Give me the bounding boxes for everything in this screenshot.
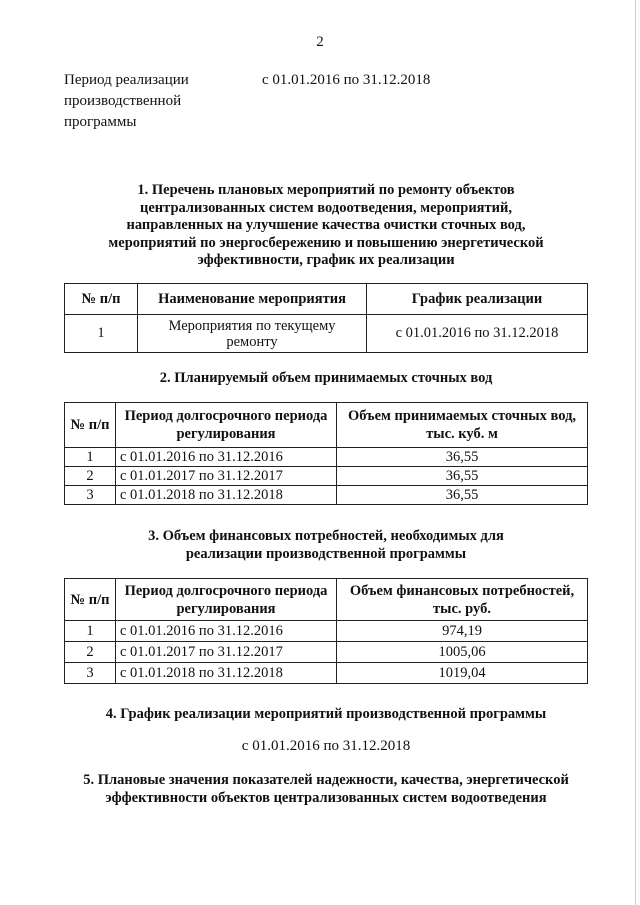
cell-finance: 1005,06 xyxy=(337,642,588,663)
period-label xyxy=(64,70,224,133)
cell-finance: 974,19 xyxy=(337,621,588,642)
section2-table xyxy=(64,402,588,505)
section1-title-line: эффективности, график их реализации xyxy=(197,252,455,268)
cell-period: с 01.01.2018 по 31.12.2018 xyxy=(116,663,337,684)
cell-number: 2 xyxy=(65,467,116,486)
section4-title: 4. График реализации мероприятий производственной программы xyxy=(105,706,547,722)
table-row xyxy=(65,315,588,353)
table-row xyxy=(65,663,588,684)
cell-number: 3 xyxy=(65,663,116,684)
section3-title xyxy=(60,528,592,563)
cell-finance: 1019,04 xyxy=(337,663,588,684)
section3-title-line: реализации производственной программы xyxy=(185,545,467,562)
cell-number: 2 xyxy=(65,642,116,663)
table-row xyxy=(65,467,588,486)
cell-schedule: с 01.01.2016 по 31.12.2018 xyxy=(367,315,588,353)
col-header-name: Наименование мероприятия xyxy=(138,284,367,315)
period-label-line: программы xyxy=(64,114,137,130)
cell-volume: 36,55 xyxy=(337,448,588,467)
section5-title-line: эффективности объектов централизованных систем водоотведения xyxy=(105,789,547,806)
cell-period: с 01.01.2016 по 31.12.2016 xyxy=(116,621,337,642)
section1-table xyxy=(64,283,588,353)
section5-title xyxy=(60,772,592,807)
col-header-finance: Объем финансовых потребностей, тыс. руб. xyxy=(337,579,588,621)
cell-period: с 01.01.2017 по 31.12.2017 xyxy=(116,642,337,663)
col-header-volume: Объем принимаемых сточных вод, тыс. куб. м xyxy=(337,403,588,448)
col-header-period: Период долгосрочного периода регулирования xyxy=(116,579,337,621)
cell-period: с 01.01.2017 по 31.12.2017 xyxy=(116,467,337,486)
col-header-number: № п/п xyxy=(65,579,116,621)
table-header-row xyxy=(65,284,588,315)
cell-number: 1 xyxy=(65,315,138,353)
section1-title-line: мероприятий по энергосбережению и повышению энергетической xyxy=(108,234,544,251)
section3-table xyxy=(64,578,588,684)
period-label-line: Период реализации xyxy=(64,72,189,88)
section1-title-line: централизованных систем водоотведения, мероприятий, xyxy=(140,199,512,216)
cell-name: Мероприятия по текущему ремонту xyxy=(138,315,367,353)
col-header-period: Период долгосрочного периода регулирования xyxy=(116,403,337,448)
cell-period: с 01.01.2016 по 31.12.2016 xyxy=(116,448,337,467)
section1-title-line: направленных на улучшение качества очистки сточных вод, xyxy=(126,217,526,233)
cell-number: 1 xyxy=(65,621,116,642)
page-number: 2 xyxy=(316,34,324,50)
table-row xyxy=(65,642,588,663)
cell-number: 3 xyxy=(65,486,116,505)
scan-edge-line xyxy=(635,0,636,905)
col-header-schedule: График реализации xyxy=(367,284,588,315)
table-row xyxy=(65,486,588,505)
section1-title-line: 1. Перечень плановых мероприятий по ремонту объектов xyxy=(137,182,515,198)
table-header-row xyxy=(65,403,588,448)
col-header-number: № п/п xyxy=(65,403,116,448)
section5-title-line: 5. Плановые значения показателей надежности, качества, энергетической xyxy=(83,772,569,788)
cell-period: с 01.01.2018 по 31.12.2018 xyxy=(116,486,337,505)
cell-volume: 36,55 xyxy=(337,486,588,505)
col-header-number: № п/п xyxy=(65,284,138,315)
section3-title-line: 3. Объем финансовых потребностей, необходимых для xyxy=(148,528,504,544)
section4-period: с 01.01.2016 по 31.12.2018 xyxy=(241,738,411,754)
section2-title: 2. Планируемый объем принимаемых сточных вод xyxy=(159,370,493,386)
period-label-line: производственной xyxy=(64,93,182,109)
table-row xyxy=(65,448,588,467)
period-value: с 01.01.2016 по 31.12.2018 xyxy=(262,72,431,88)
cell-number: 1 xyxy=(65,448,116,467)
cell-volume: 36,55 xyxy=(337,467,588,486)
table-header-row xyxy=(65,579,588,621)
table-row xyxy=(65,621,588,642)
section1-title xyxy=(60,182,592,270)
